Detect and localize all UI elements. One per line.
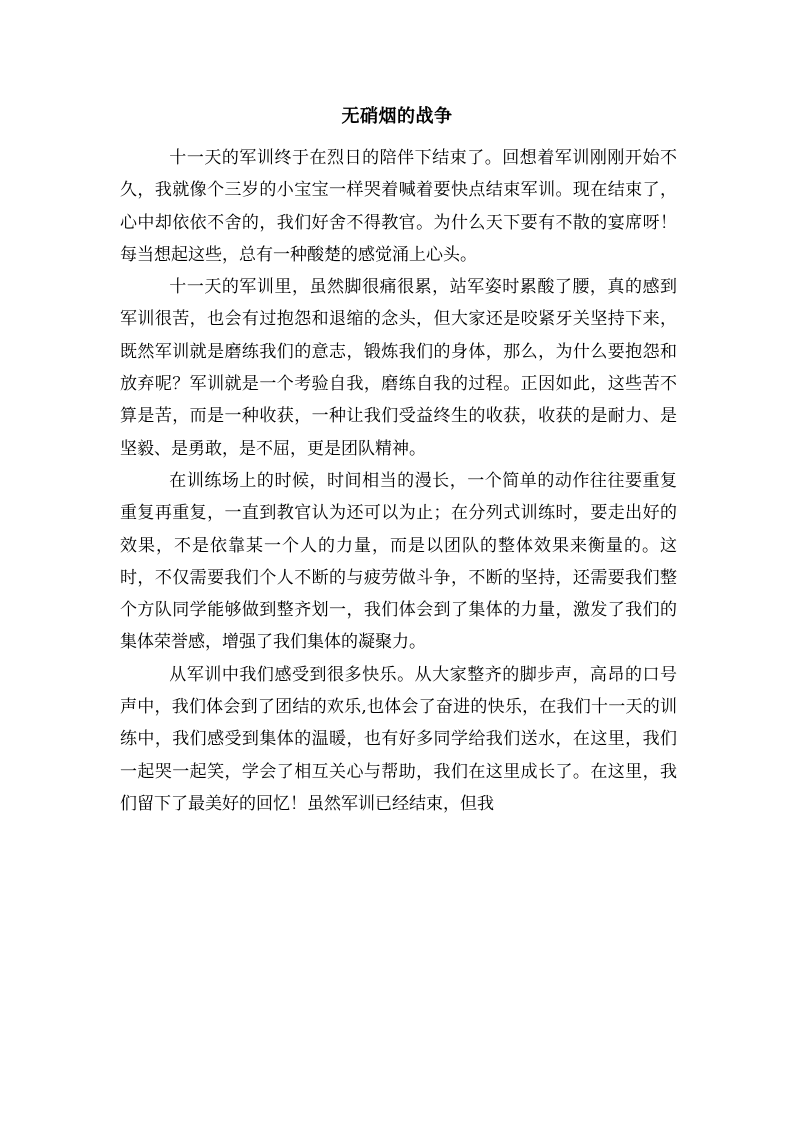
document-title: 无硝烟的战争 bbox=[341, 106, 453, 127]
paragraph: 在训练场上的时候，时间相当的漫长，一个简单的动作往往要重复重复再重复，一直到教官认为还可以为止；在分列式训练时，要走出好的效果，不是依靠某一个人的力量，而是以团队的整体效果来衡量的。这时，不仅需要我们个人不断的与疲劳做斗争，不断的坚持，还需要我们整个方队同学能够做到整齐划一，我们体会到了集体的力量，激发了我们的集体荣誉感，增强了我们集体的凝聚力。 bbox=[120, 470, 677, 653]
document-body bbox=[120, 142, 677, 820]
paragraph: 十一天的军训里，虽然脚很痛很累，站军姿时累酸了腰，真的感到军训很苦，也会有过抱怨和退缩的念头，但大家还是咬紧牙关坚持下来，既然军训就是磨练我们的意志，锻炼我们的身体，那么，为什么要抱怨和放弃呢？军训就是一个考验自我，磨练自我的过程。正因如此，这些苦不算是苦，而是一种收获，一种让我们受益终生的收获，收获的是耐力、是坚毅、是勇敢，是不屈，更是团队精神。 bbox=[120, 277, 677, 459]
paragraph: 十一天的军训终于在烈日的陪伴下结束了。回想着军训刚刚开始不久，我就像个三岁的小宝宝一样哭着喊着要快点结束军训。现在结束了，心中却依依不舍的，我们好舍不得教官。为什么天下要有不散的宴席呀！每当想起这些，总有一种酸楚的感觉涌上心头。 bbox=[120, 148, 677, 265]
paragraph: 从军训中我们感受到很多快乐。从大家整齐的脚步声，高昂的口号声中，我们体会到了团结的欢乐,也体会了奋进的快乐，在我们十一天的训练中，我们感受到集体的温暖，也有好多同学给我们送水，在这里，我们一起哭一起笑，学会了相互关心与帮助，我们在这里成长了。在这里，我们留下了最美好的回忆！虽然军训已经结束，但我 bbox=[120, 664, 677, 814]
